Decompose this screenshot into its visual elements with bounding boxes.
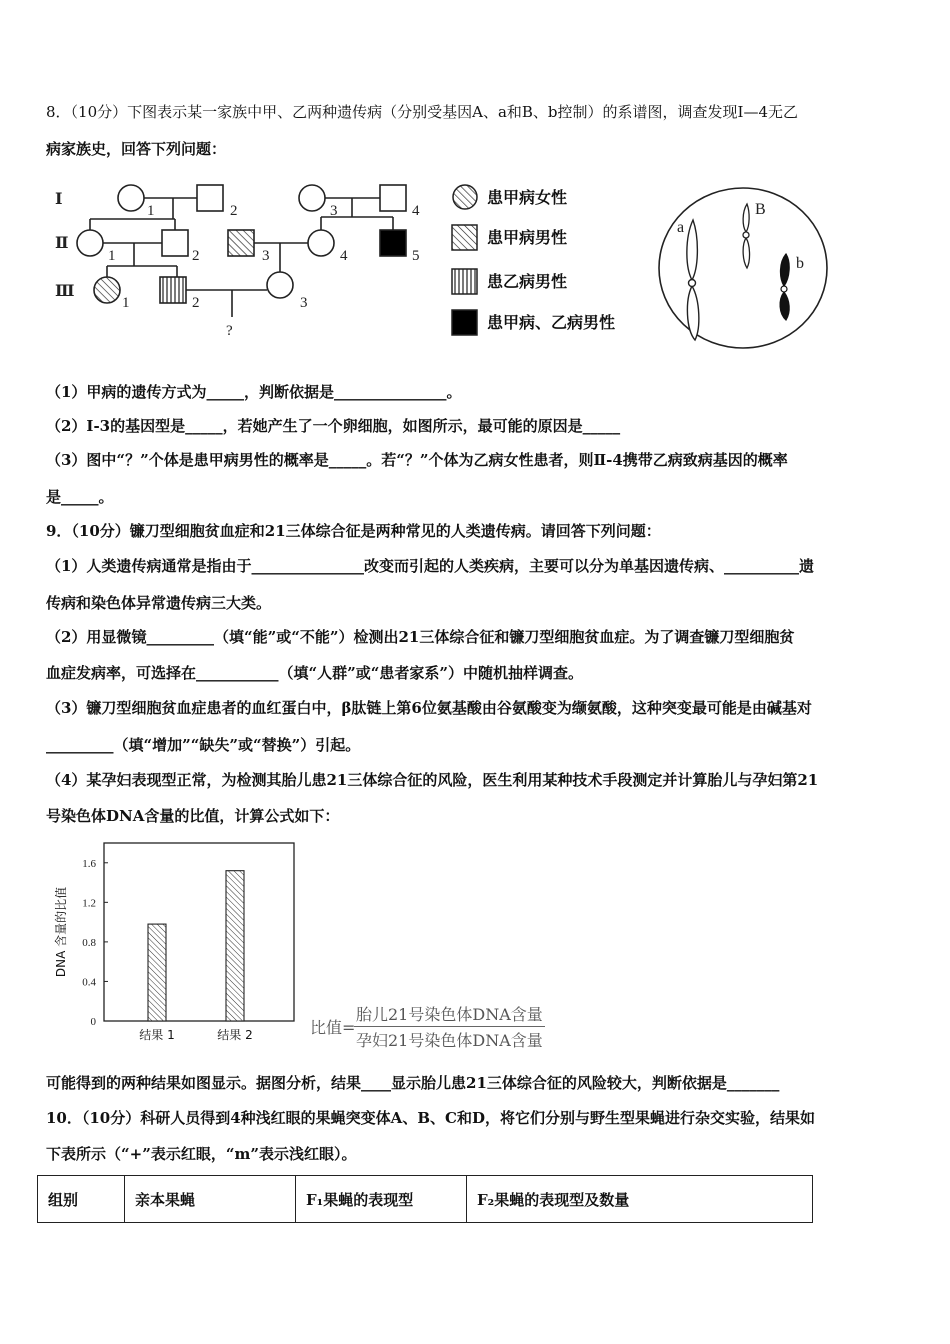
III1-number: 1 [122,295,130,311]
II5-male [380,230,406,256]
q9-sub4-line2: 号染色体DNA含量的比值，计算公式如下： [46,807,340,825]
q10-stem-line1: 10．（10分）科研人员得到4种浅红眼的果蝇突变体A、B、C和D，将它们分别与野生型果蝇进行杂交实验，结果如 [46,1109,815,1127]
q8-stem-line2: 病家族史，回答下列问题： [46,140,227,158]
I1-number: 1 [147,203,155,219]
y-tick-label: 0 [90,1016,96,1028]
q9-tail: 可能得到的两种结果如图显示。据图分析，结果____显示胎儿患21三体综合征的风险较大，判断依据是_______ [46,1074,780,1092]
I3-female [299,185,325,211]
II3-number: 3 [262,248,270,264]
formula-numerator: 胎儿21号染色体DNA含量 [354,1002,545,1027]
q8-sub3-line1: （3）图中“？”个体是患甲病男性的概率是_____。若“？”个体为乙病女性患者，则Ⅱ-4携带乙病致病基因的概率 [46,451,788,469]
q9-sub3-line2: _________（填“增加”“缺失”或“替换”）引起。 [46,736,361,754]
I2-number: 2 [230,203,238,219]
legend-male-ab-icon [452,310,477,335]
dna-ratio-chart [48,838,308,1053]
I1-female [118,185,144,211]
chromosome-a-label: a [677,219,685,236]
II4-female [308,230,334,256]
III1-female [94,277,120,303]
q9-sub3-line1: （3）镰刀型细胞贫血症患者的血红蛋白中，β肽链上第6位氨基酸由谷氨酸变为缬氨酸，这种突变最可能是由碱基对 [46,699,812,717]
pedigree-figure [50,172,710,347]
legend-male-b-icon [452,269,477,294]
q9-sub1-line1: （1）人类遗传病通常是指由于_______________改变而引起的人类疾病，主要可以分为单基因遗传病、__________遗 [46,557,814,575]
legend-male-b-label: 患乙病男性 [487,274,568,291]
q8-sub2: （2）Ⅰ-3的基因型是_____，若她产生了一个卵细胞，如图所示，最可能的原因是_____ [46,417,621,435]
unknown-marker: ? [226,323,233,339]
formula-denominator: 孕妇21号染色体DNA含量 [356,1031,543,1050]
legend-male-a-icon [452,225,477,250]
y-tick-label: 0.4 [82,976,96,989]
table-header-cell: F₂果蝇的表现型及数量 [467,1176,813,1223]
II2-male [162,230,188,256]
egg-cell-figure [655,182,833,352]
q8-sub1: （1）甲病的遗传方式为_____，判断依据是_______________。 [46,383,462,401]
legend-female-a-icon [453,185,477,209]
table-header-row [38,1176,813,1223]
chart-ylabel: DNA 含量的比值 [54,886,68,978]
chromosome-b-label: b [796,255,804,272]
gen-II-label: Ⅱ [55,235,69,252]
II1-female [77,230,103,256]
II4-number: 4 [340,248,348,264]
chart-frame [104,843,294,1021]
chromosome-b [780,254,789,320]
x-tick-label: 结果 1 [139,1028,175,1042]
III2-number: 2 [192,295,200,311]
legend-male-ab-label: 患甲病、乙病男性 [487,315,616,332]
III2-male [160,277,186,303]
II3-male [228,230,254,256]
I3-number: 3 [330,203,338,219]
III3-number: 3 [300,295,308,311]
chromosome-a [687,220,699,340]
q8-sub3-line2: 是_____。 [46,488,114,506]
legend-male-a-label: 患甲病男性 [487,230,568,247]
table-header-cell: F₁果蝇的表现型 [296,1176,467,1223]
gen-I-label: Ⅰ [55,191,63,208]
II1-number: 1 [108,248,116,264]
y-tick-label: 0.8 [82,936,96,949]
q9-stem: 9．（10分）镰刀型细胞贫血症和21三体综合征是两种常见的人类遗传病。请回答下列问题： [46,522,661,540]
bar [148,924,166,1021]
II5-number: 5 [412,248,420,264]
q10-stem-line2: 下表所示（“+”表示红眼，“m”表示浅红眼）。 [46,1145,357,1163]
chromosome-B [743,204,750,268]
I4-number: 4 [412,203,420,219]
q9-sub1-line2: 传病和染色体异常遗传病三大类。 [46,594,272,612]
q9-sub2-line1: （2）用显微镜_________（填“能”或“不能”）检测出21三体综合征和镰刀型细胞贫血症。为了调查镰刀型细胞贫 [46,628,795,646]
table-header-cell: 亲本果蝇 [125,1176,296,1223]
table-header-cell: 组别 [38,1176,125,1223]
formula-prefix: 比值= [310,1018,356,1037]
chromosome-B-label: B [755,201,766,218]
I4-male [380,185,406,211]
y-tick-label: 1.2 [82,897,96,910]
q9-sub4-line1: （4）某孕妇表现型正常，为检测其胎儿患21三体综合征的风险，医生利用某种技术手段测定并计算胎儿与孕妇第21 [46,771,819,789]
x-tick-label: 结果 2 [217,1028,253,1042]
q8-stem-line1: 8．（10分）下图表示某一家族中甲、乙两种遗传病（分别受基因A、a和B、b控制）的系谱图，调查发现Ⅰ—4无乙 [46,103,799,121]
II2-number: 2 [192,248,200,264]
q9-sub2-line2: 血症发病率，可选择在___________（填“人群”或“患者家系”）中随机抽样调查。 [46,664,584,682]
legend-female-a-label: 患甲病女性 [487,190,568,207]
I2-male [197,185,223,211]
III3-female [267,272,293,298]
gen-III-label: Ⅲ [55,283,75,300]
bar [226,871,244,1021]
y-tick-label: 1.6 [82,857,96,870]
q10-table [37,1175,813,1223]
